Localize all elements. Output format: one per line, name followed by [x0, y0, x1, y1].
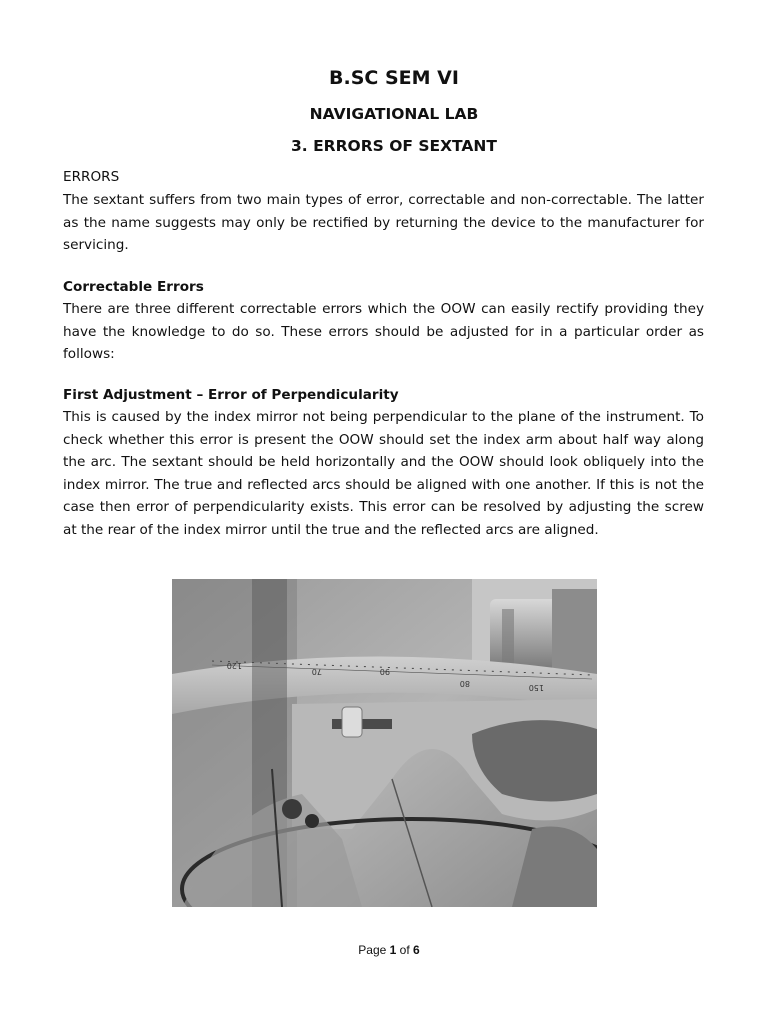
total-pages: 6	[413, 943, 420, 957]
arc-scale-label: 70	[311, 667, 322, 676]
arc-scale-label: 150	[528, 683, 544, 692]
chapter-title: 3. ERRORS OF SEXTANT	[291, 137, 497, 155]
lab-title: NAVIGATIONAL LAB	[309, 105, 479, 123]
section-paragraph-correctable-errors: There are three different correctable errors which the OOW can easily rectify providing they have the knowledge to do so. These errors should be adjusted for in a particular order as follows:	[63, 301, 704, 363]
section-heading-first-adjustment: First Adjustment – Error of Perpendicularity	[63, 387, 399, 403]
page-footer	[0, 943, 768, 957]
page-word: Page	[358, 943, 387, 957]
page-number: 1	[389, 943, 397, 957]
arc-scale-label: 120	[226, 661, 242, 670]
section-paragraph-first-adjustment: This is caused by the index mirror not being perpendicular to the plane of the instrument. To check whether this error is present the OOW should set the index arm about half way along the arc. The sextant should be held horizontally and the OOW should look obliquely into the index mirror. The true and reflected arcs should be aligned with one another. If this is not the case then error of perpendicularity exists. This error can be resolved by adjusting the screw at the rear of the index mirror until the true and the reflected arcs are aligned.	[63, 409, 704, 538]
arc-scale-label: 80	[459, 679, 470, 688]
of-word: of	[399, 943, 410, 957]
section-paragraph-errors: The sextant suffers from two main types of error, correctable and non-correctable. The latter as the name suggests may only be rectified by returning the device to the manufacturer for servicing.	[63, 192, 704, 254]
course-title: B.SC SEM VI	[329, 67, 459, 89]
sextant-photo	[172, 579, 597, 907]
section-heading-errors: ERRORS	[63, 169, 120, 185]
arc-scale-label: 90	[379, 667, 390, 676]
section-heading-correctable-errors: Correctable Errors	[63, 279, 204, 295]
